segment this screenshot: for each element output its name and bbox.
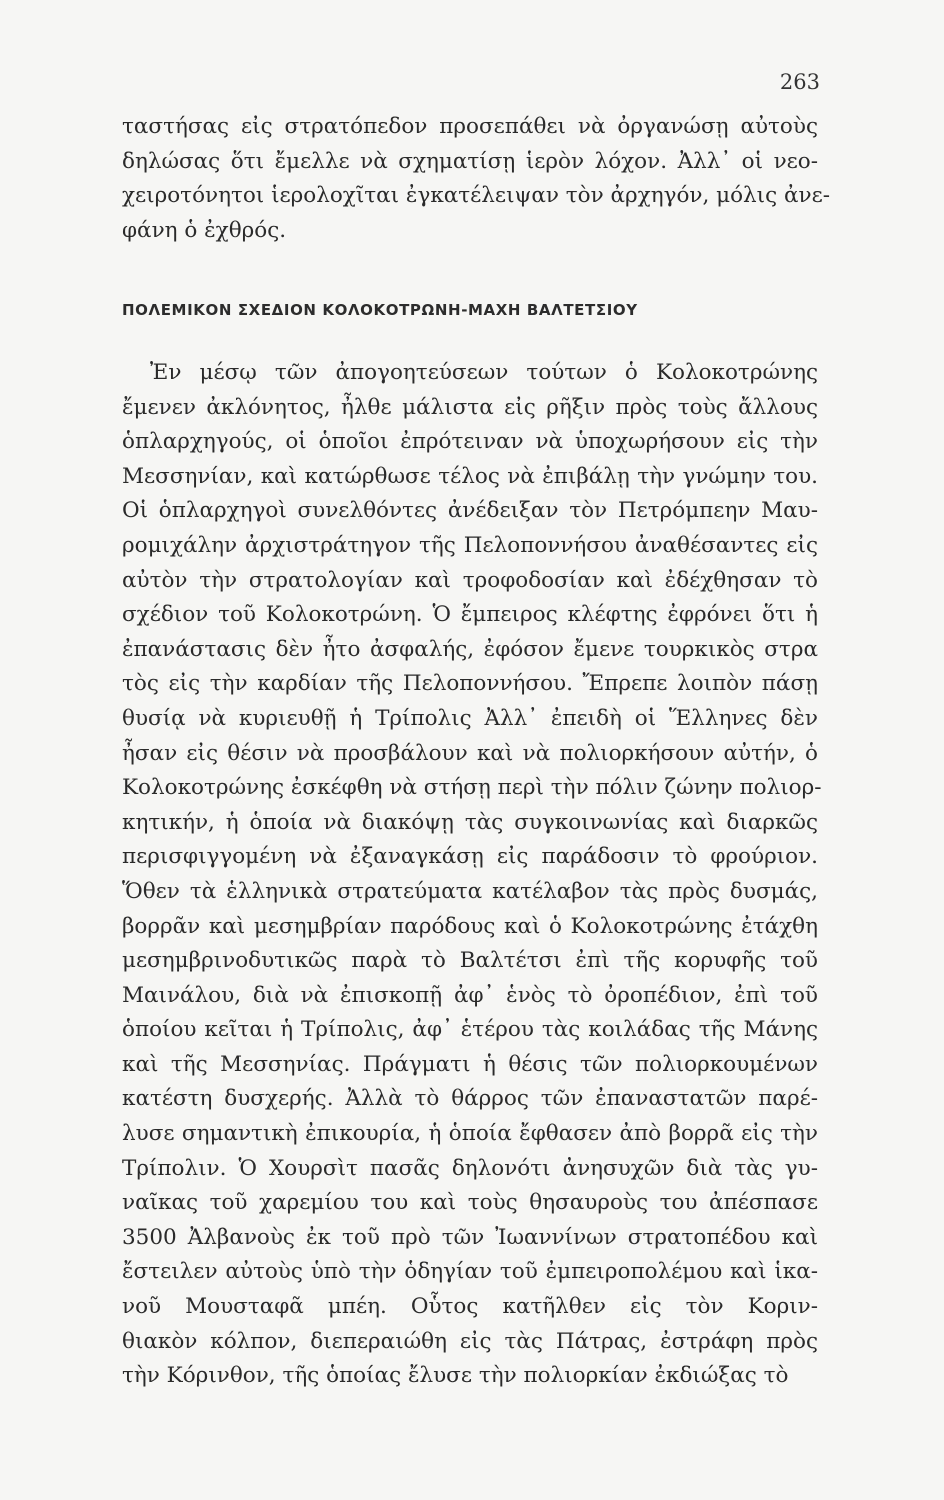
text-line: μεσημβρινοδυτικῶς παρὰ τὸ Βαλτέτσι ἐπὶ τῆς κορυφῆς τοῦ — [122, 948, 818, 974]
text-line: περισφιγγομένη νὰ ἐξαναγκάσῃ εἰς παράδοσιν τὸ φρούριον. — [122, 844, 818, 870]
text-line: σχέδιον τοῦ Κολοκοτρώνη. Ὁ ἔμπειρος κλέφτης ἐφρόνει ὅτι ἡ — [122, 602, 818, 628]
text-line: ρομιχάλην ἀρχιστράτηγον τῆς Πελοποννήσου ἀναθέσαντες εἰς — [122, 532, 818, 558]
text-line: χειροτόνητοι ἱερολοχῖται ἐγκατέλειψαν τὸν ἀρχηγόν, μόλις ἀνε- — [122, 183, 830, 209]
text-line: ἔμενεν ἀκλόνητος, ἦλθε μάλιστα εἰς ρῆξιν πρὸς τοὺς ἄλλους — [122, 394, 818, 420]
text-line: Ὅθεν τὰ ἑλληνικὰ στρατεύματα κατέλαβον τὰς πρὸς δυσμάς, — [122, 878, 818, 904]
text-line: 3500 Ἀλβανοὺς ἐκ τοῦ πρὸ τῶν Ἰωαννίνων στρατοπέδου καὶ — [122, 1224, 818, 1250]
text-line: Μαινάλου, διὰ νὰ ἐπισκοπῇ ἀφ᾿ ἑνὸς τὸ ὀροπέδιον, ἐπὶ τοῦ — [122, 982, 818, 1008]
opening-paragraph — [122, 110, 830, 248]
text-line: θιακὸν κόλπον, διεπεραιώθη εἰς τὰς Πάτρας, ἐστράφη πρὸς — [122, 1328, 818, 1354]
page-number: 263 — [779, 70, 820, 94]
section-heading: ΠΟΛΕΜΙΚΟΝ ΣΧΕΔΙΟΝ ΚΟΛΟΚΟΤΡΩΝΗ-ΜΑΧΗ ΒΑΛΤΕΤΣΙΟΥ — [122, 301, 638, 319]
text-line: βορρᾶν καὶ μεσημβρίαν παρόδους καὶ ὁ Κολοκοτρώνης ἐτάχθη — [122, 913, 818, 939]
text-line: ὁποίου κεῖται ἡ Τρίπολις, ἀφ᾿ ἑτέρου τὰς κοιλάδας τῆς Μάνης — [122, 1017, 818, 1043]
text-line: ἔστειλεν αὐτοὺς ὑπὸ τὴν ὁδηγίαν τοῦ ἐμπειροπολέμου καὶ ἱκα- — [122, 1259, 818, 1285]
text-line: Κολοκοτρώνης ἐσκέφθη νὰ στήσῃ περὶ τὴν πόλιν ζώνην πολιορ- — [122, 775, 822, 801]
text-line: καὶ τῆς Μεσσηνίας. Πράγματι ἡ θέσις τῶν πολιορκουμένων — [122, 1051, 818, 1077]
text-line: κατέστη δυσχερής. Ἀλλὰ τὸ θάρρος τῶν ἐπαναστατῶν παρέ- — [122, 1086, 818, 1112]
text-line: ταστήσας εἰς στρατόπεδον προσεπάθει νὰ ὀργανώσῃ αὐτοὺς — [122, 114, 818, 139]
text-line: ναῖκας τοῦ χαρεμίου του καὶ τοὺς θησαυροὺς του ἀπέσπασε — [122, 1190, 818, 1216]
text-line: Οἱ ὁπλαρχηγοὶ συνελθόντες ἀνέδειξαν τὸν Πετρόμπεην Μαυ- — [122, 498, 818, 524]
text-line: κητικήν, ἡ ὁποία νὰ διακόψῃ τὰς συγκοινωνίας καὶ διαρκῶς — [122, 809, 818, 835]
text-line: Ἐν μέσῳ τῶν ἀπογοητεύσεων τούτων ὁ Κολοκοτρώνης — [150, 360, 818, 385]
text-line: τὸς εἰς τὴν καρδίαν τῆς Πελοποννήσου. Ἔπρεπε λοιπὸν πάσῃ — [122, 671, 818, 697]
main-paragraph — [122, 356, 822, 1394]
text-line: Τρίπολιν. Ὁ Χουρσὶτ πασᾶς δηλονότι ἀνησυχῶν διὰ τὰς γυ- — [122, 1155, 818, 1181]
text-line: Μεσσηνίαν, καὶ κατώρθωσε τέλος νὰ ἐπιβάλῃ τὴν γνώμην του. — [122, 463, 818, 489]
text-line: δηλώσας ὅτι ἔμελλε νὰ σχηματίσῃ ἱερὸν λόχον. Ἀλλ᾿ οἱ νεο- — [122, 148, 818, 174]
text-line: θυσίᾳ νὰ κυριευθῇ ἡ Τρίπολις Ἀλλ᾿ ἐπειδὴ οἱ Ἕλληνες δὲν — [122, 705, 818, 731]
text-line: νοῦ Μουσταφᾶ μπέη. Οὗτος κατῆλθεν εἰς τὸν Κοριν- — [122, 1294, 818, 1320]
text-line: φάνη ὁ ἐχθρός. — [122, 217, 287, 243]
text-line: ἐπανάστασις δὲν ἦτο ἀσφαλής, ἐφόσον ἔμενε τουρκικὸς στρα — [122, 636, 818, 662]
text-line: αὐτὸν τὴν στρατολογίαν καὶ τροφοδοσίαν καὶ ἐδέχθησαν τὸ — [122, 567, 818, 593]
text-line: λυσε σημαντικὴ ἐπικουρία, ἡ ὁποία ἔφθασεν ἀπὸ βορρᾶ εἰς τὴν — [122, 1121, 818, 1147]
text-line: ὁπλαρχηγούς, οἱ ὁποῖοι ἐπρότειναν νὰ ὑποχωρήσουν εἰς τὴν — [122, 429, 818, 455]
text-line: τὴν Κόρινθον, τῆς ὁποίας ἔλυσε τὴν πολιορκίαν ἐκδιώξας τὸ — [122, 1363, 789, 1389]
text-line: ἦσαν εἰς θέσιν νὰ προσβάλουν καὶ νὰ πολιορκήσουν αὐτήν, ὁ — [122, 740, 818, 766]
